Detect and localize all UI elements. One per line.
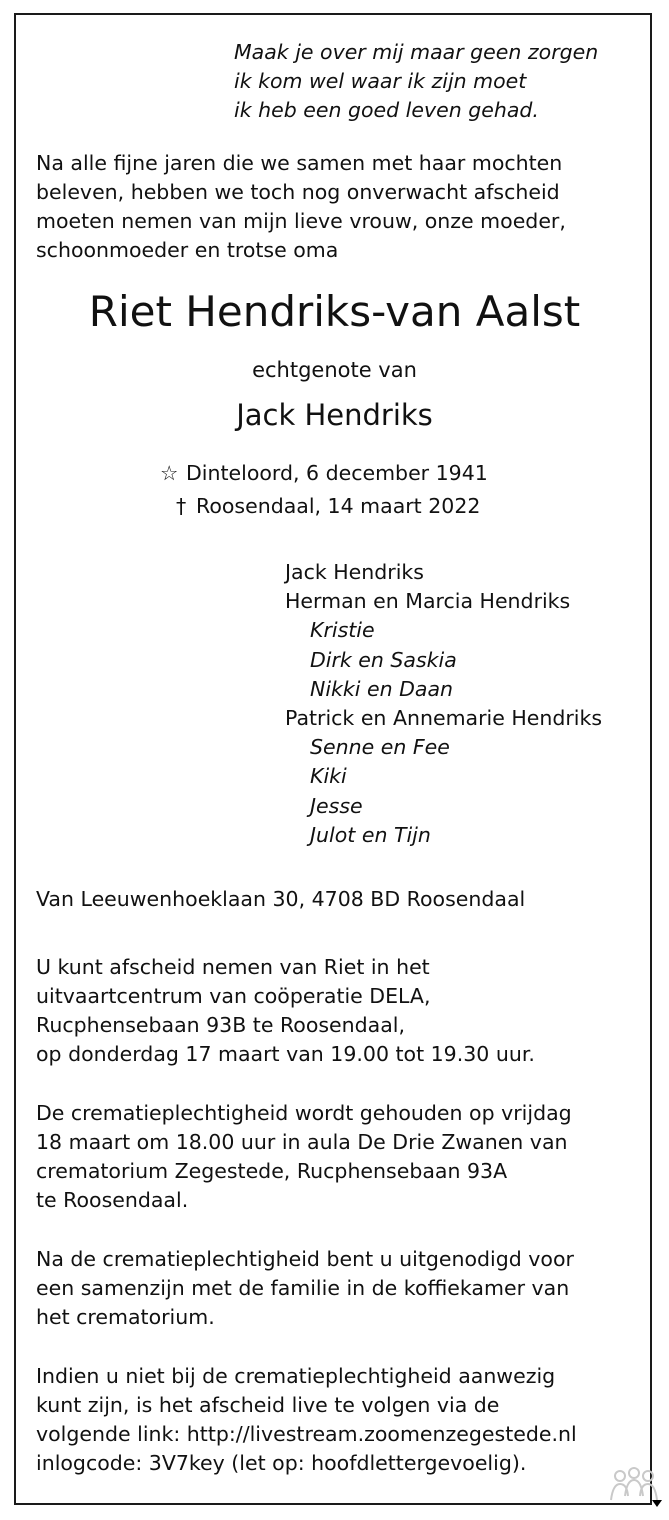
family-member: Herman en Marcia Hendriks xyxy=(285,589,571,614)
gathering-paragraph xyxy=(36,1245,574,1332)
star-icon: ☆ xyxy=(160,461,179,485)
death-line xyxy=(176,492,480,521)
poem xyxy=(234,38,598,125)
deceased-name: Riet Hendriks-van Aalst xyxy=(88,287,581,336)
grandchild: Jesse xyxy=(310,793,363,818)
spouse-label: echtgenote van xyxy=(252,358,417,382)
paragraph-line: een samenzijn met de familie in de koffiekamer van xyxy=(36,1276,570,1300)
intro-line: beleven, hebben we toch nog onverwacht afscheid xyxy=(36,180,560,204)
family-member: Jack Hendriks xyxy=(285,560,424,584)
people-group-icon xyxy=(608,1466,662,1510)
paragraph-line: kunt zijn, is het afscheid live te volgen via de xyxy=(36,1393,500,1417)
cremation-paragraph xyxy=(36,1099,572,1215)
poem-line: Maak je over mij maar geen zorgen xyxy=(234,40,599,64)
paragraph-line: Indien u niet bij de crematieplechtigheid aanwezig xyxy=(36,1364,556,1388)
farewell-paragraph xyxy=(36,953,535,1069)
grandchild: Senne en Fee xyxy=(310,735,450,760)
grandchild: Julot en Tijn xyxy=(310,822,431,847)
grandchild: Dirk en Saskia xyxy=(310,647,457,672)
paragraph-line: op donderdag 17 maart van 19.00 tot 19.30 uur. xyxy=(36,1042,535,1066)
birth-line xyxy=(160,459,488,488)
death-text: Roosendaal, 14 maart 2022 xyxy=(196,494,481,518)
family-list xyxy=(285,558,602,850)
grandchild: Kristie xyxy=(310,618,375,643)
family-member: Patrick en Annemarie Hendriks xyxy=(285,705,603,730)
intro-line: schoonmoeder en trotse oma xyxy=(36,238,339,262)
paragraph-line: het crematorium. xyxy=(36,1305,215,1329)
paragraph-line: crematorium Zegestede, Rucphensebaan 93A xyxy=(36,1159,508,1183)
intro-line: Na alle fijne jaren die we samen met haar mochten xyxy=(36,151,563,175)
poem-line: ik heb een goed leven gehad. xyxy=(234,98,539,122)
paragraph-line: Na de crematieplechtigheid bent u uitgenodigd voor xyxy=(36,1247,574,1271)
paragraph-line: 18 maart om 18.00 uur in aula De Drie Zwanen van xyxy=(36,1130,568,1154)
birth-text: Dinteloord, 6 december 1941 xyxy=(186,461,488,485)
paragraph-line: te Roosendaal. xyxy=(36,1188,189,1212)
grandchild: Kiki xyxy=(310,764,347,789)
paragraph-line: De crematieplechtigheid wordt gehouden op vrijdag xyxy=(36,1101,572,1125)
intro-line: moeten nemen van mijn lieve vrouw, onze moeder, xyxy=(36,209,566,233)
paragraph-line: uitvaartcentrum van coöperatie DELA, xyxy=(36,984,431,1008)
triangle-down-icon xyxy=(652,1500,662,1507)
paragraph-line: inlogcode: 3V7key (let op: hoofdlettergevoelig). xyxy=(36,1451,527,1475)
intro-text xyxy=(36,149,566,265)
grandchild: Nikki en Daan xyxy=(310,676,454,701)
poem-line: ik kom wel waar ik zijn moet xyxy=(234,69,527,93)
cross-icon: † xyxy=(176,494,187,518)
paragraph-line: Rucphensebaan 93B te Roosendaal, xyxy=(36,1013,406,1037)
spouse-name: Jack Hendriks xyxy=(236,398,433,432)
paragraph-line: U kunt afscheid nemen van Riet in het xyxy=(36,955,430,979)
livestream-paragraph xyxy=(36,1362,577,1478)
address: Van Leeuwenhoeklaan 30, 4708 BD Roosendaal xyxy=(36,887,526,911)
paragraph-line: volgende link: http://livestream.zoomenzegestede.nl xyxy=(36,1422,577,1446)
